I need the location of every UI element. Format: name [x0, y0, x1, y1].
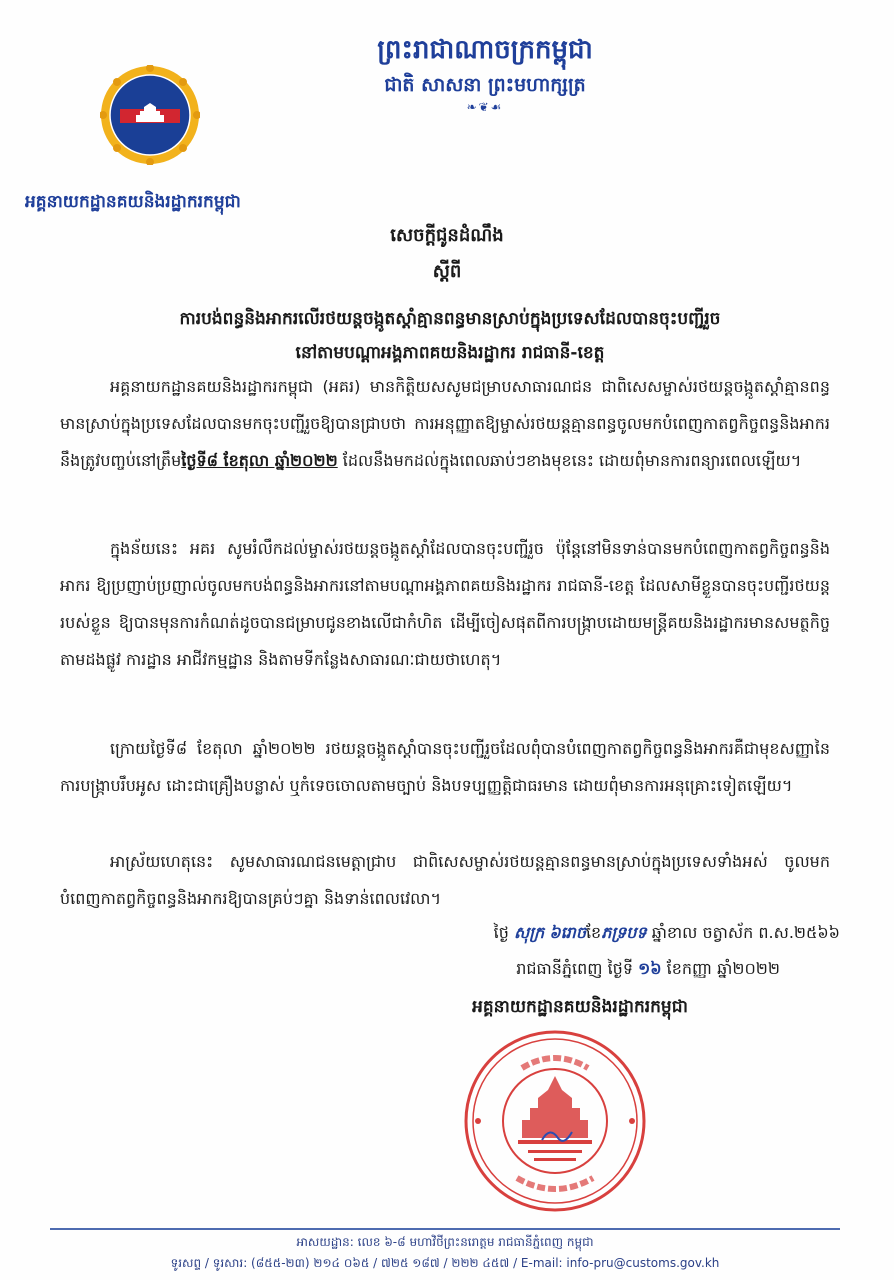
lunar-prefix: ថ្ងៃ [493, 923, 509, 942]
solar-day: ១៦ [638, 959, 662, 978]
subject-line-1: ការបង់ពន្ធនិងអាករលើរថយន្តចង្កូតស្តាំគ្មានពន្ធមានស្រាប់ក្នុងប្រទេសដែលបានចុះបញ្ជីរួច [179, 309, 721, 329]
paragraph-1 [60, 368, 830, 479]
paragraph-1-text: អគ្គនាយកដ្ឋានគយនិងរដ្ឋាករកម្ពុជា (អគរ) មានកិត្តិយសសូមជម្រាបសាធារណជន ជាពិសេសម្ចាស់រថយន្តចង្កូតស្តាំគ្មានពន្ធមានស្រាប់ក្នុងប្រទេសដែលបានមកចុះបញ្ជីរួចឱ្យបានជ្រាបថា ការអនុញ្ញាតឱ្យម្ចាស់រថយន្តគ្មានពន្ធចូលមកបំពេញកាតព្វកិច្ចពន្ធនិងអាករ នឹងត្រូវបញ្ចប់នៅត្រឹម [60, 377, 830, 470]
national-motto: ជាតិ សាសនា ព្រះមហាក្សត្រ [384, 74, 586, 96]
official-red-seal-icon [462, 1028, 648, 1214]
paragraph-3 [60, 730, 830, 804]
lunar-month-label: ខែ [585, 923, 602, 942]
subject-heading [80, 302, 820, 370]
customs-emblem-icon [100, 65, 200, 165]
paragraph-1-end: ដែលនឹងមកដល់ក្នុងពេលឆាប់ៗខាងមុខនេះ ដោយពុំមានការពន្យារពេលឡើយ។ [337, 451, 802, 470]
footer-address: អាសយដ្ឋាន: លេខ ៦-៨ មហាវិថីព្រះនរោត្តម រាជធានីភ្នំពេញ កម្ពុជា [296, 1235, 594, 1249]
deadline-date: ថ្ងៃទី៨ ខែតុលា ឆ្នាំ២០២២ [181, 451, 338, 470]
paragraph-4-text: អាស្រ័យហេតុនេះ សូមសាធារណជនមេត្តាជ្រាប ជាពិសេសម្ចាស់រថយន្តគ្មានពន្ធមានស្រាប់ក្នុងប្រទេសទាំងអស់ ចូលមកបំពេញកាតព្វកិច្ចពន្ធនិងអាករឱ្យបានគ្រប់ៗគ្នា និងទាន់ពេលវេលា។ [60, 852, 830, 908]
about-heading: ស្តីពី [432, 261, 462, 282]
subject-line-2: នៅតាមបណ្តាអង្គភាពគយនិងរដ្ឋាករ រាជធានី-ខេត្ត [295, 343, 605, 363]
paragraph-2-text: ក្នុងន័យនេះ អគរ សូមរំលឹកដល់ម្ចាស់រថយន្តចង្កូតស្តាំដែលបានចុះបញ្ជីរួច ប៉ុន្តែនៅមិនទាន់បានមកបំពេញកាតព្វកិច្ចពន្ធនិងអាករ ឱ្យប្រញាប់ប្រញាល់ចូលមកបង់ពន្ធនិងអាករនៅតាមបណ្តាអង្គភាពគយនិងរដ្ឋាករ រាជធានី-ខេត្ត ដែលសាមីខ្លួនបានចុះបញ្ជីរថយន្តរបស់ខ្លួន ឱ្យបានមុនការកំណត់ដូចបានជម្រាបជូនខាងលើជាកំហិត ដើម្បីចៀសផុតពីការបង្ក្រាបដោយមន្ត្រីគយនិងរដ្ឋាករមានសមត្ថកិច្ចតាមដងផ្លូវ ការដ្ឋាន អាជីវកម្មដ្ឋាន និងតាមទីកន្លែងសាធារណៈជាយថាហេតុ។ [60, 539, 830, 669]
lunar-year: ឆ្នាំខាល ចត្វាស័ក ព.ស.២៥៦៦ [651, 923, 840, 942]
solar-rest: ខែកញ្ញា ឆ្នាំ២០២២ [666, 959, 780, 978]
lunar-date [340, 918, 840, 948]
notice-heading: សេចក្តីជូនដំណឹង [390, 225, 504, 246]
paragraph-4 [60, 843, 830, 917]
lunar-moon: ៦រោច [549, 923, 586, 942]
solar-prefix: រាជធានីភ្នំពេញ ថ្ងៃទី [516, 959, 633, 978]
paragraph-2 [60, 530, 830, 678]
paragraph-3-text: ក្រោយថ្ងៃទី៨ ខែតុលា ឆ្នាំ២០២២ រថយន្តចង្កូតស្តាំបានចុះបញ្ជីរួចដែលពុំបានបំពេញកាតព្វកិច្ចពន្ធនិងអាករគឺជាមុខសញ្ញានៃការបង្ក្រាបរឹបអូស ដោះជាគ្រឿងបន្លាស់ ឬកំទេចចោលតាមច្បាប់ និងបទប្បញ្ញត្តិជាធរមាន ដោយពុំមានការអនុគ្រោះទៀតឡើយ។ [60, 739, 830, 795]
solar-date [340, 954, 780, 984]
issuing-department: អគ្គនាយកដ្ឋានគយនិងរដ្ឋាករកម្ពុជា [25, 192, 241, 212]
lunar-day: សុក្រ [514, 923, 545, 942]
lunar-month: ភទ្របទ [601, 923, 647, 942]
footer-contact: ទូរសព្ទ / ទូរសារ: (៨៥៥-២៣) ២១៤ ០៦៥ / ៧២៥ ១៨៧ / ២២២ ៤៥៧ / E-mail: info-pru@customs.gov.kh [170, 1256, 720, 1270]
kingdom-title: ព្រះរាជាណាចក្រកម្ពុជា [377, 35, 593, 65]
footer-divider [50, 1228, 840, 1230]
ornament-divider: ❧❦☙ [466, 100, 504, 114]
signing-department: អគ្គនាយកដ្ឋានគយនិងរដ្ឋាករកម្ពុជា [472, 997, 688, 1017]
